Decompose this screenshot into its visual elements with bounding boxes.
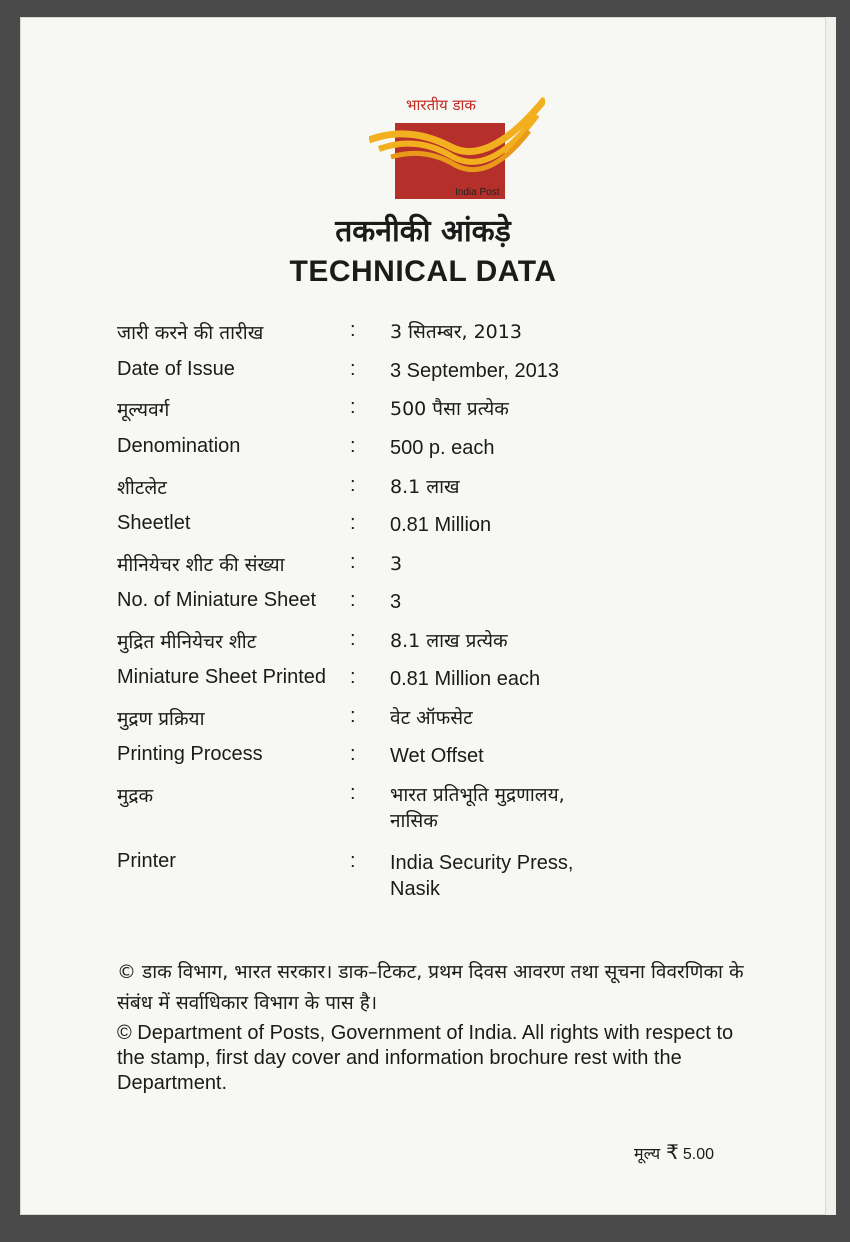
copyright-english: © Department of Posts, Government of India. All rights with respect to the stamp, first day cover and information brochure rest with the Department. (117, 1022, 734, 1094)
row-label: No. of Miniature Sheet (117, 589, 316, 611)
row-value: 3 September, 2013 (390, 360, 560, 382)
row-separator: : (350, 589, 356, 611)
row-separator: : (350, 666, 356, 688)
row-separator: : (350, 319, 356, 341)
rupee-icon: ₹ (666, 1140, 679, 1164)
logo-hindi-text: भारतीय डाक (406, 96, 476, 114)
row-label: शीटलेट (117, 477, 167, 499)
row-value: 3 सितम्बर, 2013 (390, 321, 522, 343)
row-value: वेट ऑफसेट (390, 707, 473, 729)
row-label: Miniature Sheet Printed (117, 666, 327, 688)
row-value: 3 (390, 553, 403, 575)
row-label: मुद्रक (117, 785, 154, 807)
row-separator: : (350, 850, 356, 872)
row-value: भारत प्रतिभूति मुद्रणालय, (390, 784, 565, 806)
row-label: Printer (117, 850, 176, 872)
row-label: जारी करने की तारीख (117, 322, 264, 344)
page-title-english: TECHNICAL DATA (289, 255, 557, 288)
technical-data-page (20, 17, 826, 1215)
row-label: मूल्यवर्ग (117, 399, 170, 421)
row-value: 3 (390, 591, 402, 613)
row-separator: : (350, 743, 356, 765)
price-label: मूल्य (634, 1144, 661, 1163)
row-value: India Security Press, (390, 852, 574, 874)
price-tag (634, 1140, 714, 1164)
row-separator: : (350, 358, 356, 380)
row-value-continued: Nasik (390, 878, 441, 900)
row-separator: : (350, 512, 356, 534)
row-label: Sheetlet (117, 512, 191, 534)
row-value: Wet Offset (390, 745, 484, 767)
row-value: 8.1 लाख प्रत्येक (390, 630, 508, 652)
row-value: 8.1 लाख (390, 476, 460, 498)
row-label: मुद्रण प्रक्रिया (117, 708, 205, 730)
row-label: Printing Process (117, 743, 263, 765)
row-value: 0.81 Million each (390, 668, 541, 690)
row-separator: : (350, 396, 356, 418)
logo-english-text: India Post (455, 187, 500, 198)
row-value: 500 पैसा प्रत्येक (390, 398, 509, 420)
row-label: मुद्रित मीनियेचर शीट (117, 631, 257, 653)
row-separator: : (350, 474, 356, 496)
india-post-logo (369, 85, 545, 203)
price-amount: 5.00 (682, 1146, 715, 1163)
row-value-continued: नासिक (390, 810, 438, 832)
row-separator: : (350, 705, 356, 727)
row-separator: : (350, 435, 356, 457)
row-label: Denomination (117, 435, 241, 457)
row-label: मीनियेचर शीट की संख्या (117, 554, 285, 576)
page-edge-strip (826, 17, 836, 1215)
row-separator: : (350, 628, 356, 650)
row-value: 500 p. each (390, 437, 495, 459)
row-label: Date of Issue (117, 358, 235, 380)
row-separator: : (350, 551, 356, 573)
copyright-hindi: © डाक विभाग, भारत सरकार। डाक–टिकट, प्रथम दिवस आवरण तथा सूचना विवरणिका के संबंध में सर्वाधिकार विभाग के पास है। (117, 961, 744, 1014)
row-value: 0.81 Million (390, 514, 492, 536)
page-title-hindi: तकनीकी आंकड़े (335, 214, 511, 249)
row-separator: : (350, 782, 356, 804)
